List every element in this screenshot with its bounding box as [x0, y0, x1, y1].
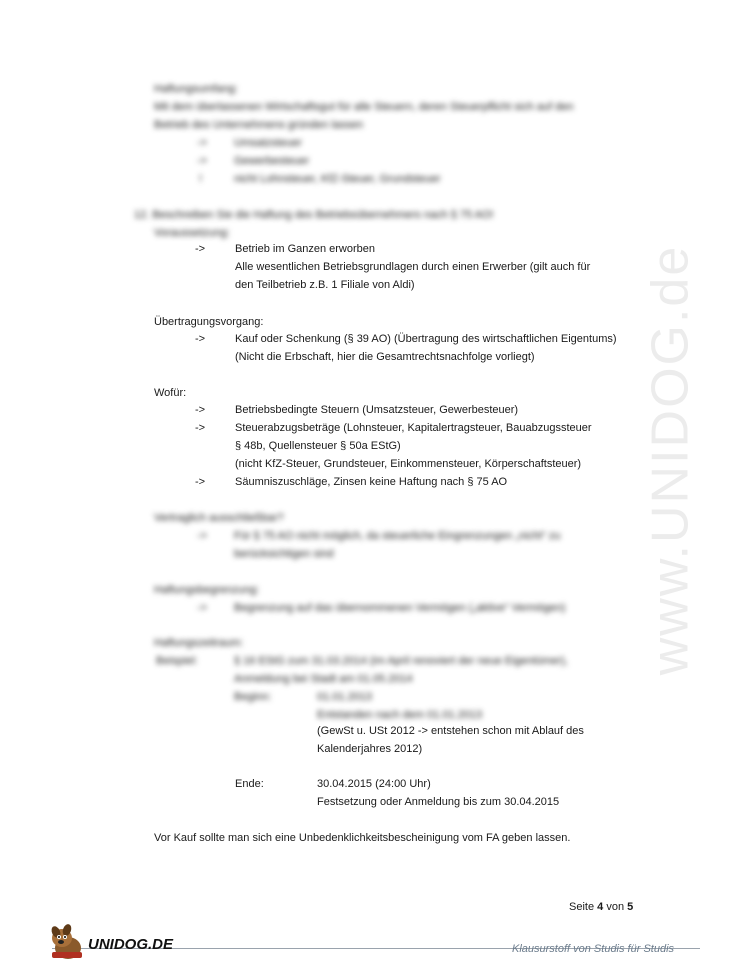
page-current: 4: [597, 901, 604, 913]
arrow: ->: [195, 476, 206, 488]
arrow: ->: [195, 404, 206, 416]
uebertragung-line-1: Kauf oder Schenkung (§ 39 AO) (Übertragung des wirtschaftlichen Eigentums): [235, 333, 617, 345]
arrow: ->: [195, 243, 206, 255]
voraussetzung-line-1: Betrieb im Ganzen erworben: [235, 243, 376, 255]
item-marker: !: [199, 173, 203, 185]
gewst-line-2: Kalenderjahres 2012): [317, 743, 423, 755]
wofuer-item-2-line-2: § 48b, Quellensteuer § 50a EStG): [235, 440, 401, 452]
uebertragung-line-2: (Nicht die Erbschaft, hier die Gesamtrechtsnachfolge vorliegt): [235, 351, 535, 363]
arrow: ->: [197, 530, 208, 542]
voraussetzung-line-3: den Teilbetrieb z.B. 1 Filiale von Aldi): [235, 279, 415, 291]
beispiel-line-2: Anmeldung bei Stadt am 01.05.2014: [234, 673, 413, 685]
vertraglich-line-1: Für § 75 AO nicht möglich, da steuerliche Eingrenzungen „nicht“ zu: [234, 530, 561, 542]
item-gewerbesteuer: Gewerbesteuer: [234, 155, 310, 167]
question-12: 12. Beschreiben Sie die Haftung des Betriebsübernehmers nach § 75 AO!: [134, 209, 494, 221]
beginn-label: Beginn:: [234, 691, 272, 703]
page-number: [569, 898, 633, 916]
item-umsatzsteuer: Umsatzsteuer: [234, 137, 302, 149]
vertraglich-line-2: berücksichtigen sind: [234, 548, 334, 560]
arrow: ->: [197, 602, 208, 614]
vertraglich-title: Vertraglich ausschließbar?: [154, 512, 284, 524]
haftungsumfang-line-1: Mit dem überlassenen Wirtschaftsgut für alle Steuern, deren Steuerpflicht sich auf den: [154, 101, 574, 113]
wofuer-item-2-line-1: Steuerabzugsbeträge (Lohnsteuer, Kapitalertragsteuer, Bauabzugssteuer: [235, 422, 592, 434]
item-nicht-lohnsteuer: nicht Lohnsteuer, KfZ-Steuer, Grundsteuer: [234, 173, 441, 185]
zeitraum-title: Haftungszeitraum:: [154, 637, 244, 649]
arrow: ->: [195, 333, 206, 345]
footer-tagline: Klausurstoff von Studis für Studis: [512, 943, 675, 955]
wofuer-item-3: Säumniszuschläge, Zinsen keine Haftung nach § 75 AO: [235, 476, 508, 488]
uebertragung-title: Übertragungsvorgang:: [154, 316, 264, 328]
dog-mascot-icon: [48, 922, 92, 962]
beginn-date: 01.01.2013: [317, 691, 373, 703]
ende-line-2: Festsetzung oder Anmeldung bis zum 30.04.2015: [317, 796, 560, 808]
entstanden-line: Entstanden nach dem 01.01.2013: [317, 709, 483, 721]
watermark-text: www.UNIDOG.de: [641, 244, 699, 676]
begrenzung-title: Haftungsbegrenzung:: [154, 584, 260, 596]
haftungsumfang-line-2: Betrieb des Unternehmens gründen lassen: [154, 119, 364, 131]
wofuer-item-2-line-3: (nicht KfZ-Steuer, Grundsteuer, Einkommensteuer, Körperschaftsteuer): [235, 458, 582, 470]
beispiel-label: Beispiel:: [156, 655, 198, 667]
ende-line-1: 30.04.2015 (24:00 Uhr): [317, 778, 431, 790]
wofuer-item-1: Betriebsbedingte Steuern (Umsatzsteuer, Gewerbesteuer): [235, 404, 519, 416]
gewst-line-1: (GewSt u. USt 2012 -> entstehen schon mit Ablauf des: [317, 725, 584, 737]
item-arrow: ->: [197, 137, 208, 149]
beispiel-line-1: § 16 EStG zum 31.03.2014 (im April renoviert der neue Eigentümer),: [234, 655, 568, 667]
voraussetzung-line-2: Alle wesentlichen Betriebsgrundlagen durch einen Erwerber (gilt auch für: [235, 261, 591, 273]
closing-note: Vor Kauf sollte man sich eine Unbedenklichkeitsbescheinigung vom FA geben lassen.: [154, 832, 571, 844]
ende-label: Ende:: [235, 778, 264, 790]
page-total: 5: [627, 901, 634, 913]
watermark: [630, 244, 710, 676]
haftungsumfang-title: Haftungsumfang:: [154, 83, 238, 95]
page-prefix: Seite: [569, 901, 595, 913]
item-arrow: ->: [197, 155, 208, 167]
logo-text: UNIDOG.DE: [88, 936, 174, 953]
page-sep: von: [606, 901, 625, 913]
begrenzung-line-1: Begrenzung auf das übernommenen Vermögen („aktive“ Vermögen): [234, 602, 566, 614]
voraussetzung-title: Voraussetzung:: [154, 227, 230, 239]
arrow: ->: [195, 422, 206, 434]
wofuer-title: Wofür:: [154, 387, 187, 399]
